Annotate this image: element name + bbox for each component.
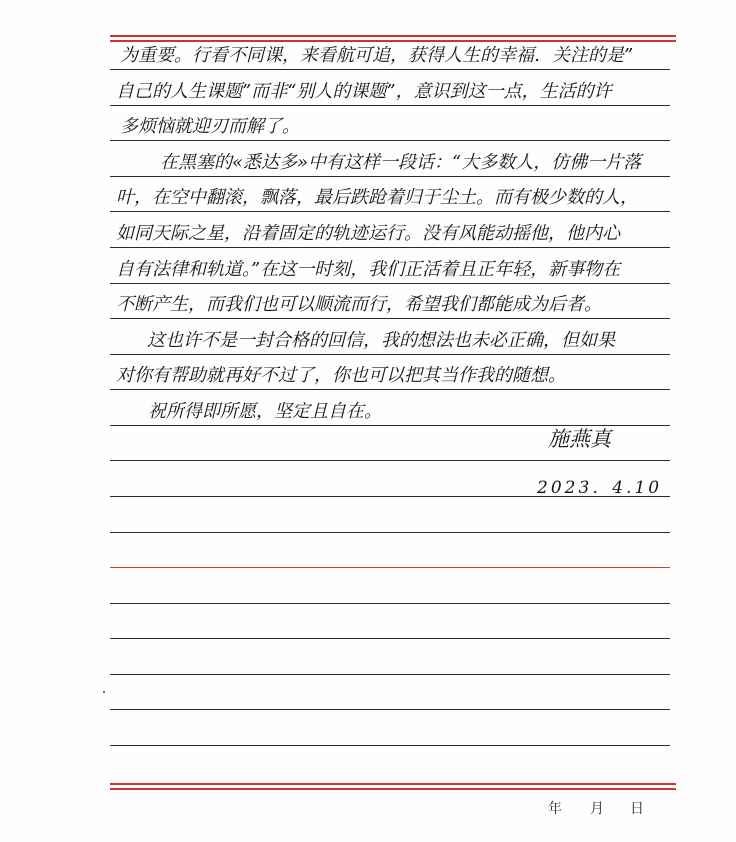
footer-day-label: 日: [630, 801, 644, 817]
ruled-line: [110, 105, 670, 106]
ruled-line: [110, 532, 670, 533]
letter-line: 对你有帮助就再好不过了，你也可以把其当作我的随想。: [116, 365, 566, 386]
ruled-line: [110, 389, 670, 390]
ruled-line: [110, 638, 670, 639]
ruled-line: [110, 354, 670, 355]
ruled-line: [110, 745, 670, 746]
footer-month-label: 月: [590, 801, 604, 817]
ruled-line: [110, 603, 670, 604]
letter-date: 2023．4.10: [537, 478, 663, 498]
letter-line: 如同天际之星，沿着固定的轨迹运行。没有风能动摇他，他内心: [116, 223, 620, 244]
bottom-red-rule: [110, 783, 676, 785]
letter-line: 叶，在空中翻滚，飘落，最后跌跄着归于尘土。而有极少数的人，: [116, 187, 638, 208]
ruled-line: [110, 709, 670, 710]
ruled-line: [110, 318, 670, 319]
ruled-line: [110, 69, 670, 70]
letter-line: 多烦恼就迎刃而解了。: [120, 116, 300, 137]
ruled-line: [110, 283, 670, 284]
letter-line: 不断产生，而我们也可以顺流而行，希望我们都能成为后者。: [116, 294, 602, 315]
ruled-line: [110, 674, 670, 675]
ruled-line: [110, 211, 670, 212]
top-red-rule: [110, 40, 676, 42]
ruled-line: [110, 176, 670, 177]
letter-line: 自己的人生课题”而非“别人的课题”，意识到这一点，生活的许: [116, 81, 612, 102]
ruled-line: [110, 247, 670, 248]
ruled-line: [110, 140, 670, 141]
letter-line: 自有法律和轨道。”在这一时刻，我们正活着且正年轻，新事物在: [116, 259, 621, 280]
letter-line: 这也许不是一封合格的回信，我的想法也未必正确，但如果: [147, 330, 615, 351]
signature: 施燕真: [548, 427, 611, 451]
ruled-line: [110, 460, 670, 461]
top-red-rule: [110, 35, 676, 37]
letter-line: 祝所得即所愿，坚定且自在。: [148, 401, 382, 422]
pen-mark: [103, 691, 105, 693]
bottom-red-rule: [110, 788, 676, 790]
ruled-line: [110, 567, 670, 568]
letter-line: 为重要。行看不同课，来看航可追，获得人生的幸福．关注的是”: [120, 45, 634, 66]
letter-line: 在黑塞的«悉达多»中有这样一段话：“大多数人，仿佛一片落: [160, 152, 642, 173]
footer-year-label: 年: [548, 801, 562, 817]
